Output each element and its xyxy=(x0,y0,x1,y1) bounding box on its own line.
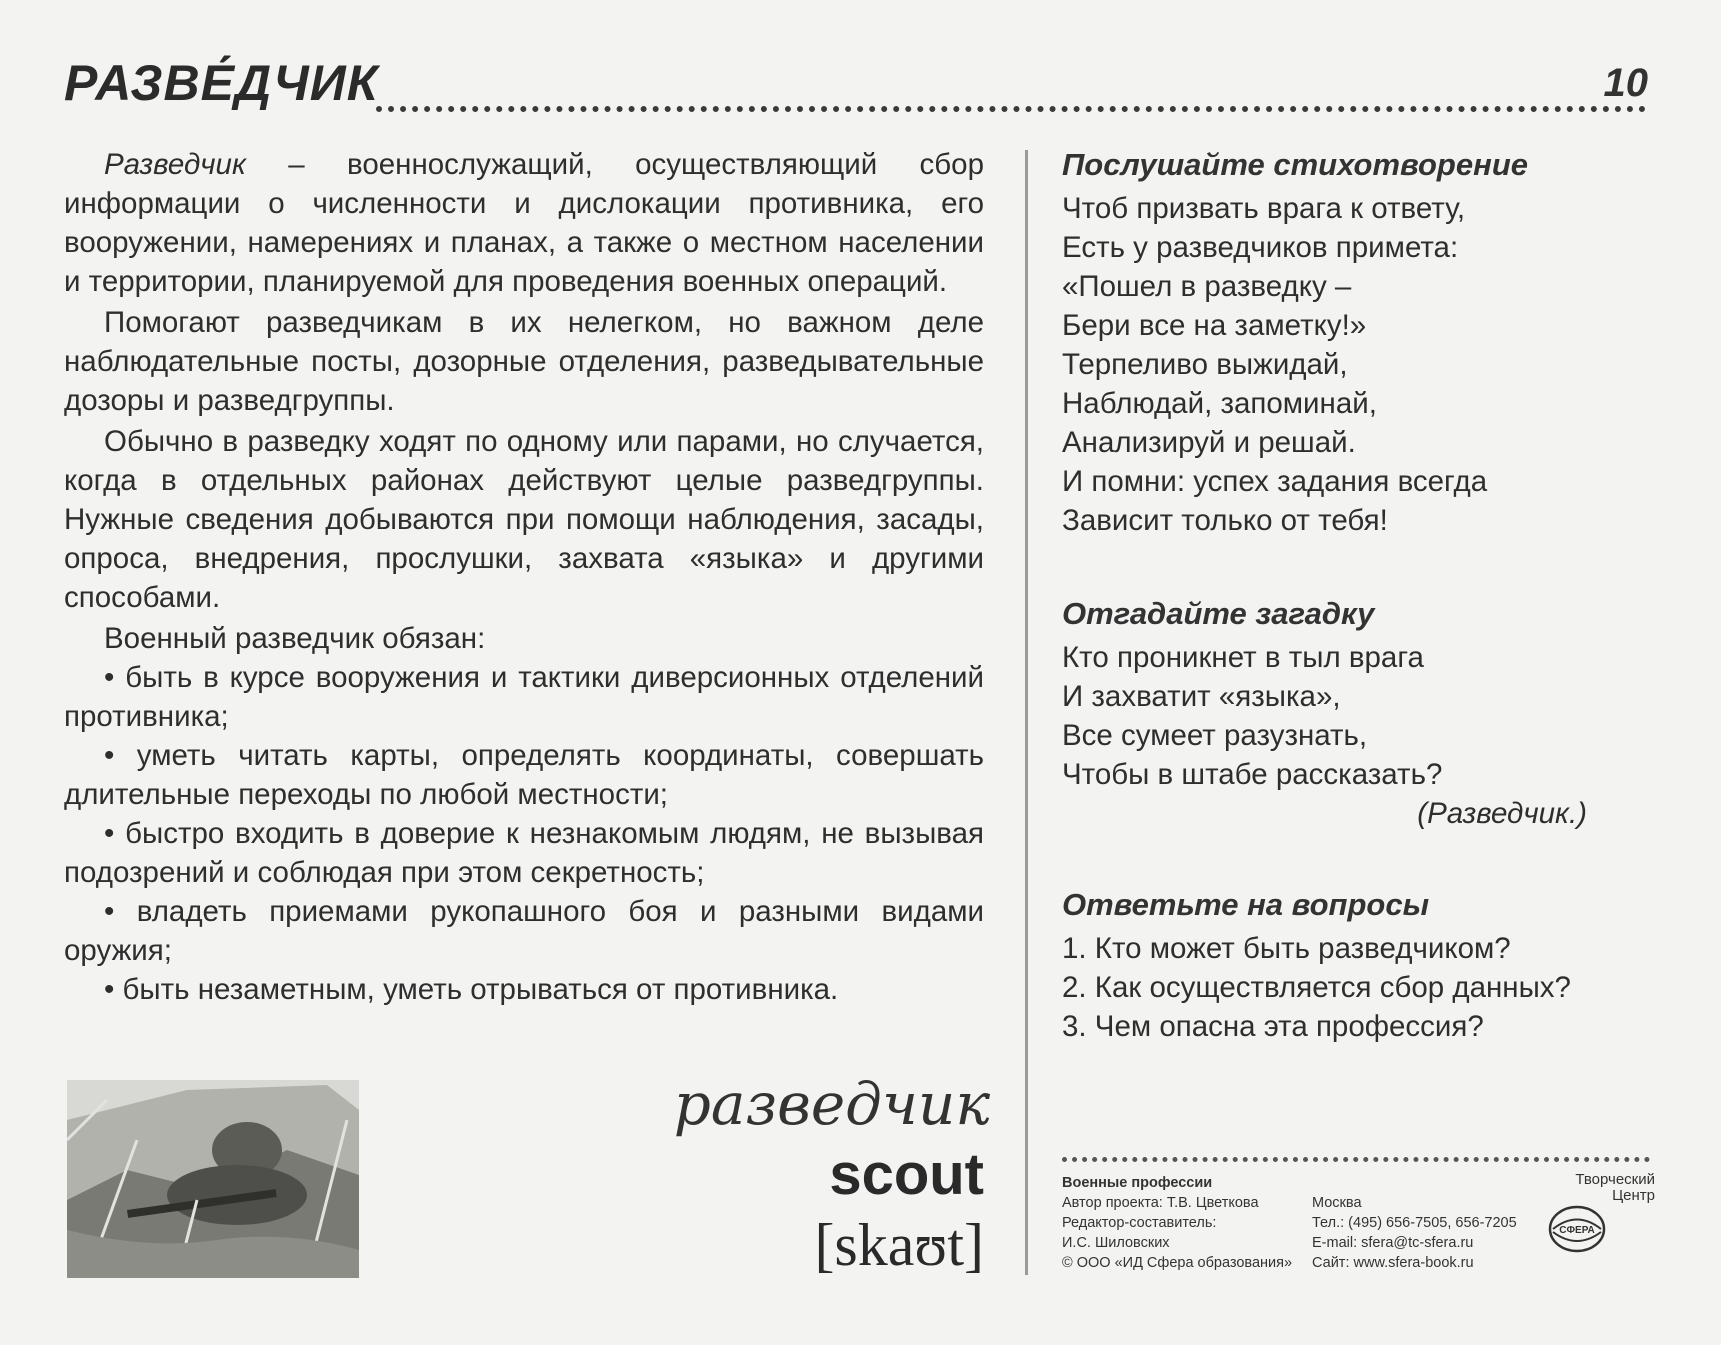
series-name: Военные профессии xyxy=(1062,1175,1213,1191)
logo-mark-text: СФЕРА xyxy=(1559,1225,1595,1236)
description-column xyxy=(64,145,984,1009)
copyright: © ООО «ИД Сфера образования» xyxy=(1062,1255,1293,1271)
logo-line: Творческий xyxy=(1575,1171,1655,1188)
website: Сайт: www.sfera-book.ru xyxy=(1312,1255,1474,1271)
duty-item: • быстро входить в доверие к незнакомым людям, не вызывая подозрений и соблюдая при этом секретность; xyxy=(64,814,984,892)
poem-line: «Пошел в разведку – xyxy=(1062,270,1352,303)
poem xyxy=(1062,189,1682,540)
poem-line: И помни: успех задания всегда xyxy=(1062,465,1488,498)
riddle-title: Отгадайте загадку xyxy=(1062,596,1375,631)
intro-text: – военнослужащий, осуществляющий сбор информации о численности и дислокации противника, его вооружении, намерениях и планах, а также о местном населении и территории, планируемой для проведения военных операций. xyxy=(64,148,984,298)
scout-photo xyxy=(67,1080,359,1278)
question-item: 1. Кто может быть разведчиком? xyxy=(1062,932,1511,965)
questions-title: Ответьте на вопросы xyxy=(1062,887,1430,922)
city: Москва xyxy=(1312,1195,1362,1211)
word-english: scout xyxy=(829,1142,984,1207)
logo-line: Центр xyxy=(1612,1187,1655,1204)
questions-list xyxy=(1062,929,1682,1046)
page-number: 10 xyxy=(1603,61,1648,105)
email: E-mail: sfera@tc-sfera.ru xyxy=(1312,1235,1474,1251)
column-divider xyxy=(1025,150,1028,1275)
editor-label: Редактор-составитель: xyxy=(1062,1215,1217,1231)
page-title: РАЗВЕ́ДЧИК xyxy=(64,55,379,111)
poem-line: Зависит только от тебя! xyxy=(1062,504,1388,537)
question-item: 3. Чем опасна эта профессия? xyxy=(1062,1010,1484,1043)
duties-list xyxy=(64,658,984,1009)
editor: И.С. Шиловских xyxy=(1062,1235,1170,1251)
duty-item: • владеть приемами рукопашного боя и разными видами оружия; xyxy=(64,892,984,970)
riddle-line: Чтобы в штабе рассказать? xyxy=(1062,758,1443,791)
paragraph-methods: Обычно в разведку ходят по одному или парами, но случается, когда в отдельных районах действуют целые разведгруппы. Нужные сведения добываются при помощи наблюдения, засады, опроса, внедрения, прослушки, захвата «языка» и другими способами. xyxy=(64,425,984,614)
footer-contacts xyxy=(1312,1193,1572,1273)
riddle xyxy=(1062,638,1682,794)
author: Автор проекта: Т.В. Цветкова xyxy=(1062,1195,1259,1211)
footer-dotted-rule xyxy=(1062,1157,1650,1162)
paragraph-helpers: Помогают разведчикам в их нелегком, но важном деле наблюдательные посты, дозорные отделения, разведывательные дозоры и разведгруппы. xyxy=(64,306,984,417)
sphere-logo-icon xyxy=(1547,1202,1609,1256)
tasks-column xyxy=(1062,145,1682,1046)
question-item: 2. Как осуществляется сбор данных? xyxy=(1062,971,1571,1004)
logo-text xyxy=(1575,1172,1655,1204)
poem-line: Есть у разведчиков примета: xyxy=(1062,231,1459,264)
word-cursive: разведчик xyxy=(673,1070,990,1138)
poem-line: Наблюдай, запоминай, xyxy=(1062,387,1377,420)
duty-item: • быть незаметным, уметь отрываться от противника. xyxy=(64,970,984,1009)
duty-item: • быть в курсе вооружения и тактики диверсионных отделений противника; xyxy=(64,658,984,736)
header xyxy=(64,48,1664,118)
publisher-logo xyxy=(1545,1172,1655,1262)
phone: Тел.: (495) 656-7505, 656-7205 xyxy=(1312,1215,1517,1231)
intro-paragraph xyxy=(64,145,984,301)
poem-line: Бери все на заметку!» xyxy=(1062,309,1367,342)
duty-item: • уметь читать карты, определять координаты, совершать длительные переходы по любой местности; xyxy=(64,736,984,814)
title-dotted-leader xyxy=(376,96,1646,112)
poem-line: Анализируй и решай. xyxy=(1062,426,1356,459)
riddle-line: И захватит «языка», xyxy=(1062,680,1341,713)
riddle-line: Кто проникнет в тыл врага xyxy=(1062,641,1424,674)
poem-line: Чтоб призвать врага к ответу, xyxy=(1062,192,1466,225)
scout-photo-illustration xyxy=(67,1080,359,1278)
riddle-line: Все сумеет разузнать, xyxy=(1062,719,1368,752)
duties-title: Военный разведчик обязан: xyxy=(104,622,486,655)
riddle-answer: (Разведчик.) xyxy=(1417,797,1587,830)
intro-lead-term: Разведчик xyxy=(104,148,246,181)
poem-title: Послушайте стихотворение xyxy=(1062,147,1529,182)
footer-credits xyxy=(1062,1173,1312,1273)
word-transcription: [skaʊt] xyxy=(814,1212,984,1278)
poem-line: Терпеливо выжидай, xyxy=(1062,348,1348,381)
